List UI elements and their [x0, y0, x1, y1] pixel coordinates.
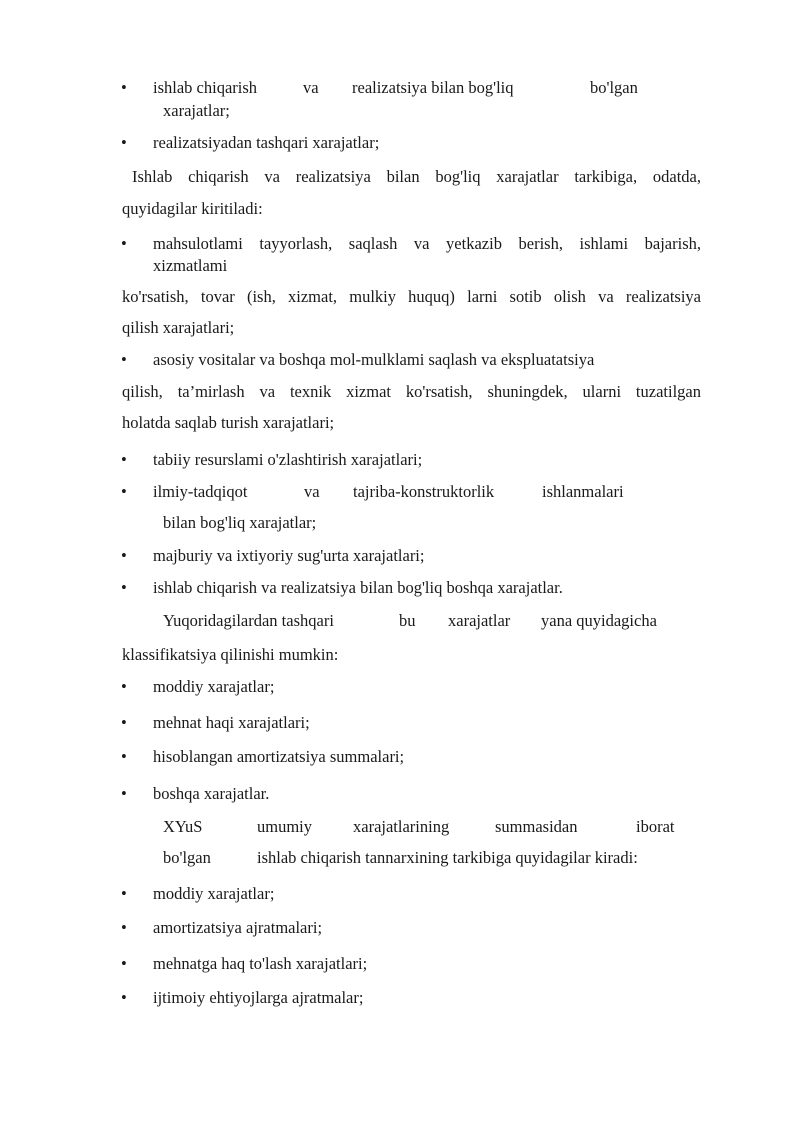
- text-line: qilish, ta’mirlash va texnik xizmat ko'rsatish, shuningdek, ularni tuzatilgan: [122, 382, 701, 401]
- text-line: ilmiy-tadqiqot: [153, 482, 248, 501]
- bullet: •: [121, 988, 127, 1007]
- text-line: XYuS: [163, 817, 203, 836]
- bullet: •: [121, 234, 127, 253]
- text-line: bo'lgan: [163, 848, 211, 867]
- text-line: hisoblangan amortizatsiya summalari;: [153, 747, 405, 766]
- bullet: •: [121, 747, 127, 766]
- text-line: realizatsiya bilan bog'liq: [352, 78, 514, 97]
- bullet: •: [121, 918, 127, 937]
- bullet: •: [121, 482, 127, 501]
- text-line: quyidagilar kiritiladi:: [122, 199, 263, 218]
- text-line: iborat: [636, 817, 675, 836]
- text-line: bilan bog'liq xarajatlar;: [163, 513, 317, 532]
- bullet: •: [121, 713, 127, 732]
- bullet: •: [121, 78, 127, 97]
- text-line: bu: [399, 611, 416, 630]
- text-line: holatda saqlab turish xarajatlari;: [122, 413, 335, 432]
- text-line: xarajatlarining: [353, 817, 450, 836]
- text-line: asosiy vositalar va boshqa mol-mulklami saqlash va ekspluatatsiya: [153, 350, 595, 369]
- text-line: summasidan: [495, 817, 578, 836]
- text-line: moddiy xarajatlar;: [153, 884, 275, 903]
- text-line: klassifikatsiya qilinishi mumkin:: [122, 645, 339, 664]
- bullet: •: [121, 450, 127, 469]
- text-line: mahsulotlami tayyorlash, saqlash va yetkazib berish, ishlami bajarish,: [153, 234, 701, 253]
- text-line: ishlab chiqarish tannarxining tarkibiga quyidagilar kiradi:: [257, 848, 638, 867]
- bullet: •: [121, 546, 127, 565]
- text-line: xarajatlar: [448, 611, 511, 630]
- bullet: •: [121, 133, 127, 152]
- text-line: ishlanmalari: [542, 482, 624, 501]
- text-line: qilish xarajatlari;: [122, 318, 235, 337]
- bullet: •: [121, 884, 127, 903]
- text-line: yana quyidagicha: [541, 611, 657, 630]
- text-line: realizatsiyadan tashqari xarajatlar;: [153, 133, 380, 152]
- text-line: tabiiy resurslami o'zlashtirish xarajatlari;: [153, 450, 423, 469]
- bullet: •: [121, 578, 127, 597]
- text-line: xarajatlar;: [163, 101, 230, 120]
- text-line: va: [304, 482, 320, 501]
- text-line: ijtimoiy ehtiyojlarga ajratmalar;: [153, 988, 364, 1007]
- text-line: Ishlab chiqarish va realizatsiya bilan bog'liq xarajatlar tarkibiga, odatda,: [132, 167, 701, 186]
- text-line: moddiy xarajatlar;: [153, 677, 275, 696]
- text-line: majburiy va ixtiyoriy sug'urta xarajatlari;: [153, 546, 425, 565]
- text-line: umumiy: [257, 817, 313, 836]
- text-line: va: [303, 78, 319, 97]
- text-line: amortizatsiya ajratmalari;: [153, 918, 323, 937]
- bullet: •: [121, 350, 127, 369]
- bullet: •: [121, 677, 127, 696]
- text-line: ishlab chiqarish: [153, 78, 258, 97]
- text-line: ishlab chiqarish va realizatsiya bilan bog'liq boshqa xarajatlar.: [153, 578, 563, 597]
- bullet: •: [121, 954, 127, 973]
- text-line: Yuqoridagilardan tashqari: [163, 611, 334, 630]
- text-line: boshqa xarajatlar.: [153, 784, 270, 803]
- text-line: tajriba-konstruktorlik: [353, 482, 495, 501]
- text-line: mehnat haqi xarajatlari;: [153, 713, 310, 732]
- bullet: •: [121, 784, 127, 803]
- text-line: mehnatga haq to'lash xarajatlari;: [153, 954, 368, 973]
- text-line: bo'lgan: [590, 78, 638, 97]
- text-line: ko'rsatish, tovar (ish, xizmat, mulkiy huquq) larni sotib olish va realizatsiya: [122, 287, 701, 306]
- text-line: xizmatlami: [153, 256, 228, 275]
